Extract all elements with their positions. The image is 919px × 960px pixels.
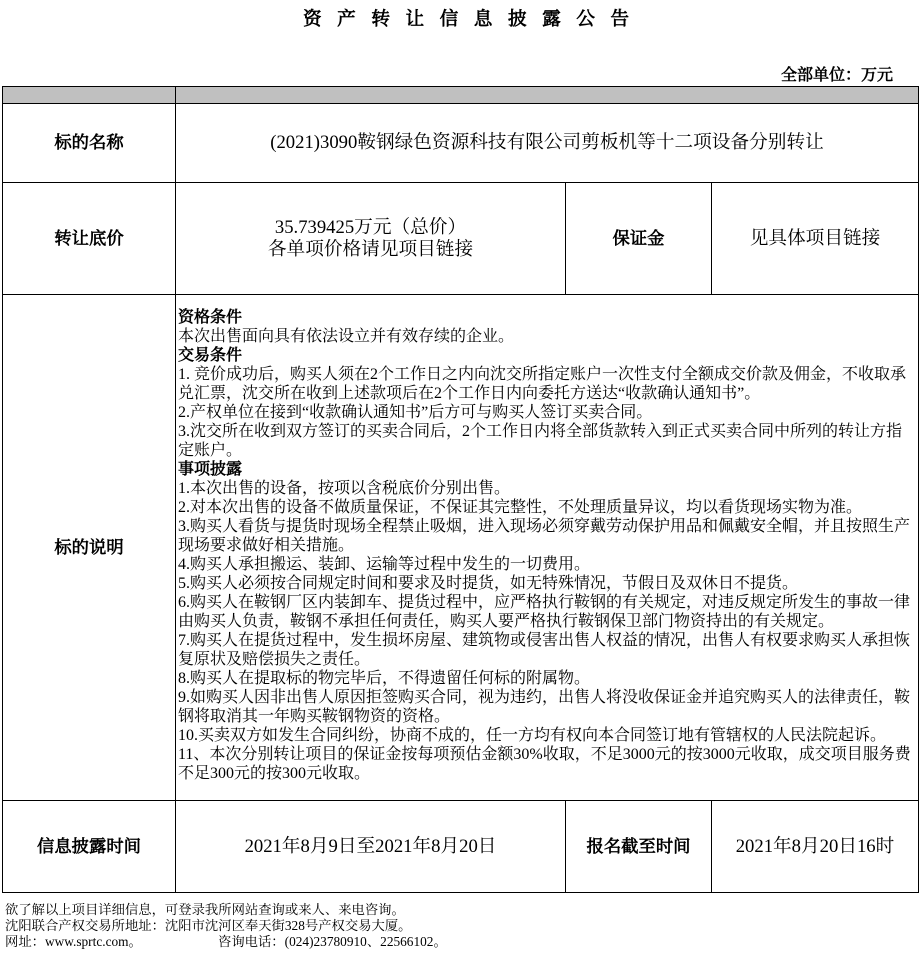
heading-disclosure: 事项披露 — [178, 461, 243, 478]
description-line: 5.购买人必须按合同规定时间和要求及时提货，如无特殊情况，节假日及双休日不提货。 — [178, 575, 799, 592]
label-registration-deadline: 报名截至时间 — [565, 800, 712, 893]
label-reserve-price: 转让底价 — [2, 182, 176, 295]
description-line: 3.沈交所在收到双方签订的买卖合同后，2个工作日内将全部货款转入到正式买卖合同中所列的转让方指 — [178, 423, 903, 440]
description-line: 复原状及赔偿损失之责任。 — [178, 651, 371, 668]
page-title: 资产转让信息披露公告 — [303, 9, 645, 30]
footer-inquiry: 欲了解以上项目详细信息，可登录我所网站查询或来人、来电咨询。 — [5, 902, 405, 917]
description-line: 1.本次出售的设备，按项以含税底价分别出售。 — [178, 480, 511, 497]
table-header-left — [2, 86, 176, 104]
footer-phone: 咨询电话：(024)23780910、22566102。 — [218, 934, 447, 949]
description-line: 由购买人负责，鞍钢不承担任何责任，购买人要严格执行鞍钢保卫部门物资持出的有关规定。 — [178, 613, 835, 630]
label-subject-description: 标的说明 — [2, 294, 176, 801]
description-line: 9.如购买人因非出售人原因拒签购买合同，视为违约，出售人将没收保证金并追究购买人的法律责任，鞍 — [178, 689, 911, 706]
table-header-right — [175, 86, 919, 104]
description-line: 2.对本次出售的设备不做质量保证，不保证其完整性，不处理质量异议，均以看货现场实物为准。 — [178, 499, 863, 516]
description-line: 6.购买人在鞍钢厂区内装卸车、提货过程中，应严格执行鞍钢的有关规定，对违反规定所发生的事故一律 — [178, 594, 911, 611]
description-line: 11、本次分别转让项目的保证金按每项预估金额30%收取，不足3000元的按3000元收取，成交项目服务费 — [178, 746, 911, 763]
value-registration-deadline: 2021年8月20日16时 — [711, 800, 919, 893]
description-line: 钢将取消其一年购买鞍钢物资的资格。 — [178, 708, 451, 725]
description-line: 兑汇票，沈交所在收到上述款项后在2个工作日内向委托方送达“收款确认通知书”。 — [178, 385, 761, 402]
label-deposit: 保证金 — [565, 182, 712, 295]
heading-qualification: 资格条件 — [178, 309, 243, 326]
footer-address: 沈阳联合产权交易所地址：沈阳市沈河区奉天街328号产权交易大厦。 — [5, 918, 412, 933]
description-line: 本次出售面向具有依法设立并有效存续的企业。 — [178, 328, 515, 345]
description-line: 10.买卖双方如发生合同纠纷，协商不成的，任一方均有权向本合同签订地有管辖权的人民法院起诉。 — [178, 727, 887, 744]
description-line: 1. 竞价成功后，购买人须在2个工作日之内向沈交所指定账户一次性支付全额成交价款及佣金，不收取承 — [178, 366, 907, 383]
description-line: 8.购买人在提取标的物完毕后，不得遗留任何标的附属物。 — [178, 670, 591, 687]
description-line: 3.购买人看货与提货时现场全程禁止吸烟，进入现场必须穿戴劳动保护用品和佩戴安全帽，并且按照生产 — [178, 518, 911, 535]
reserve-price-total: 35.739425万元（总价） — [274, 216, 467, 238]
unit-note: 全部单位：万元 — [780, 67, 893, 84]
footer — [5, 902, 447, 950]
description-line: 7.购买人在提货过程中，发生损坏房屋、建筑物或侵害出售人权益的情况，出售人有权要求购买人承担恢 — [178, 632, 911, 649]
label-subject-name: 标的名称 — [2, 103, 176, 183]
value-subject-name: (2021)3090鞍钢绿色资源科技有限公司剪板机等十二项设备分别转让 — [175, 103, 919, 183]
description-line: 不足300元的按300元收取。 — [178, 765, 371, 782]
value-disclosure-period: 2021年8月9日至2021年8月20日 — [175, 800, 566, 893]
heading-trade-conditions: 交易条件 — [178, 347, 243, 364]
description-line: 现场要求做好相关措施。 — [178, 537, 355, 554]
reserve-price-note: 各单项价格请见项目链接 — [267, 238, 474, 260]
value-subject-description — [175, 294, 919, 801]
description-line: 4.购买人承担搬运、装卸、运输等过程中发生的一切费用。 — [178, 556, 591, 573]
description-line: 2.产权单位在接到“收款确认通知书”后方可与购买人签订买卖合同。 — [178, 404, 653, 421]
value-deposit: 见具体项目链接 — [711, 182, 919, 295]
footer-contact — [5, 934, 447, 950]
value-reserve-price — [175, 182, 566, 295]
label-disclosure-period: 信息披露时间 — [2, 800, 176, 893]
footer-website: 网址：www.sprtc.com。 — [5, 934, 142, 949]
description-line: 定账户。 — [178, 442, 243, 459]
